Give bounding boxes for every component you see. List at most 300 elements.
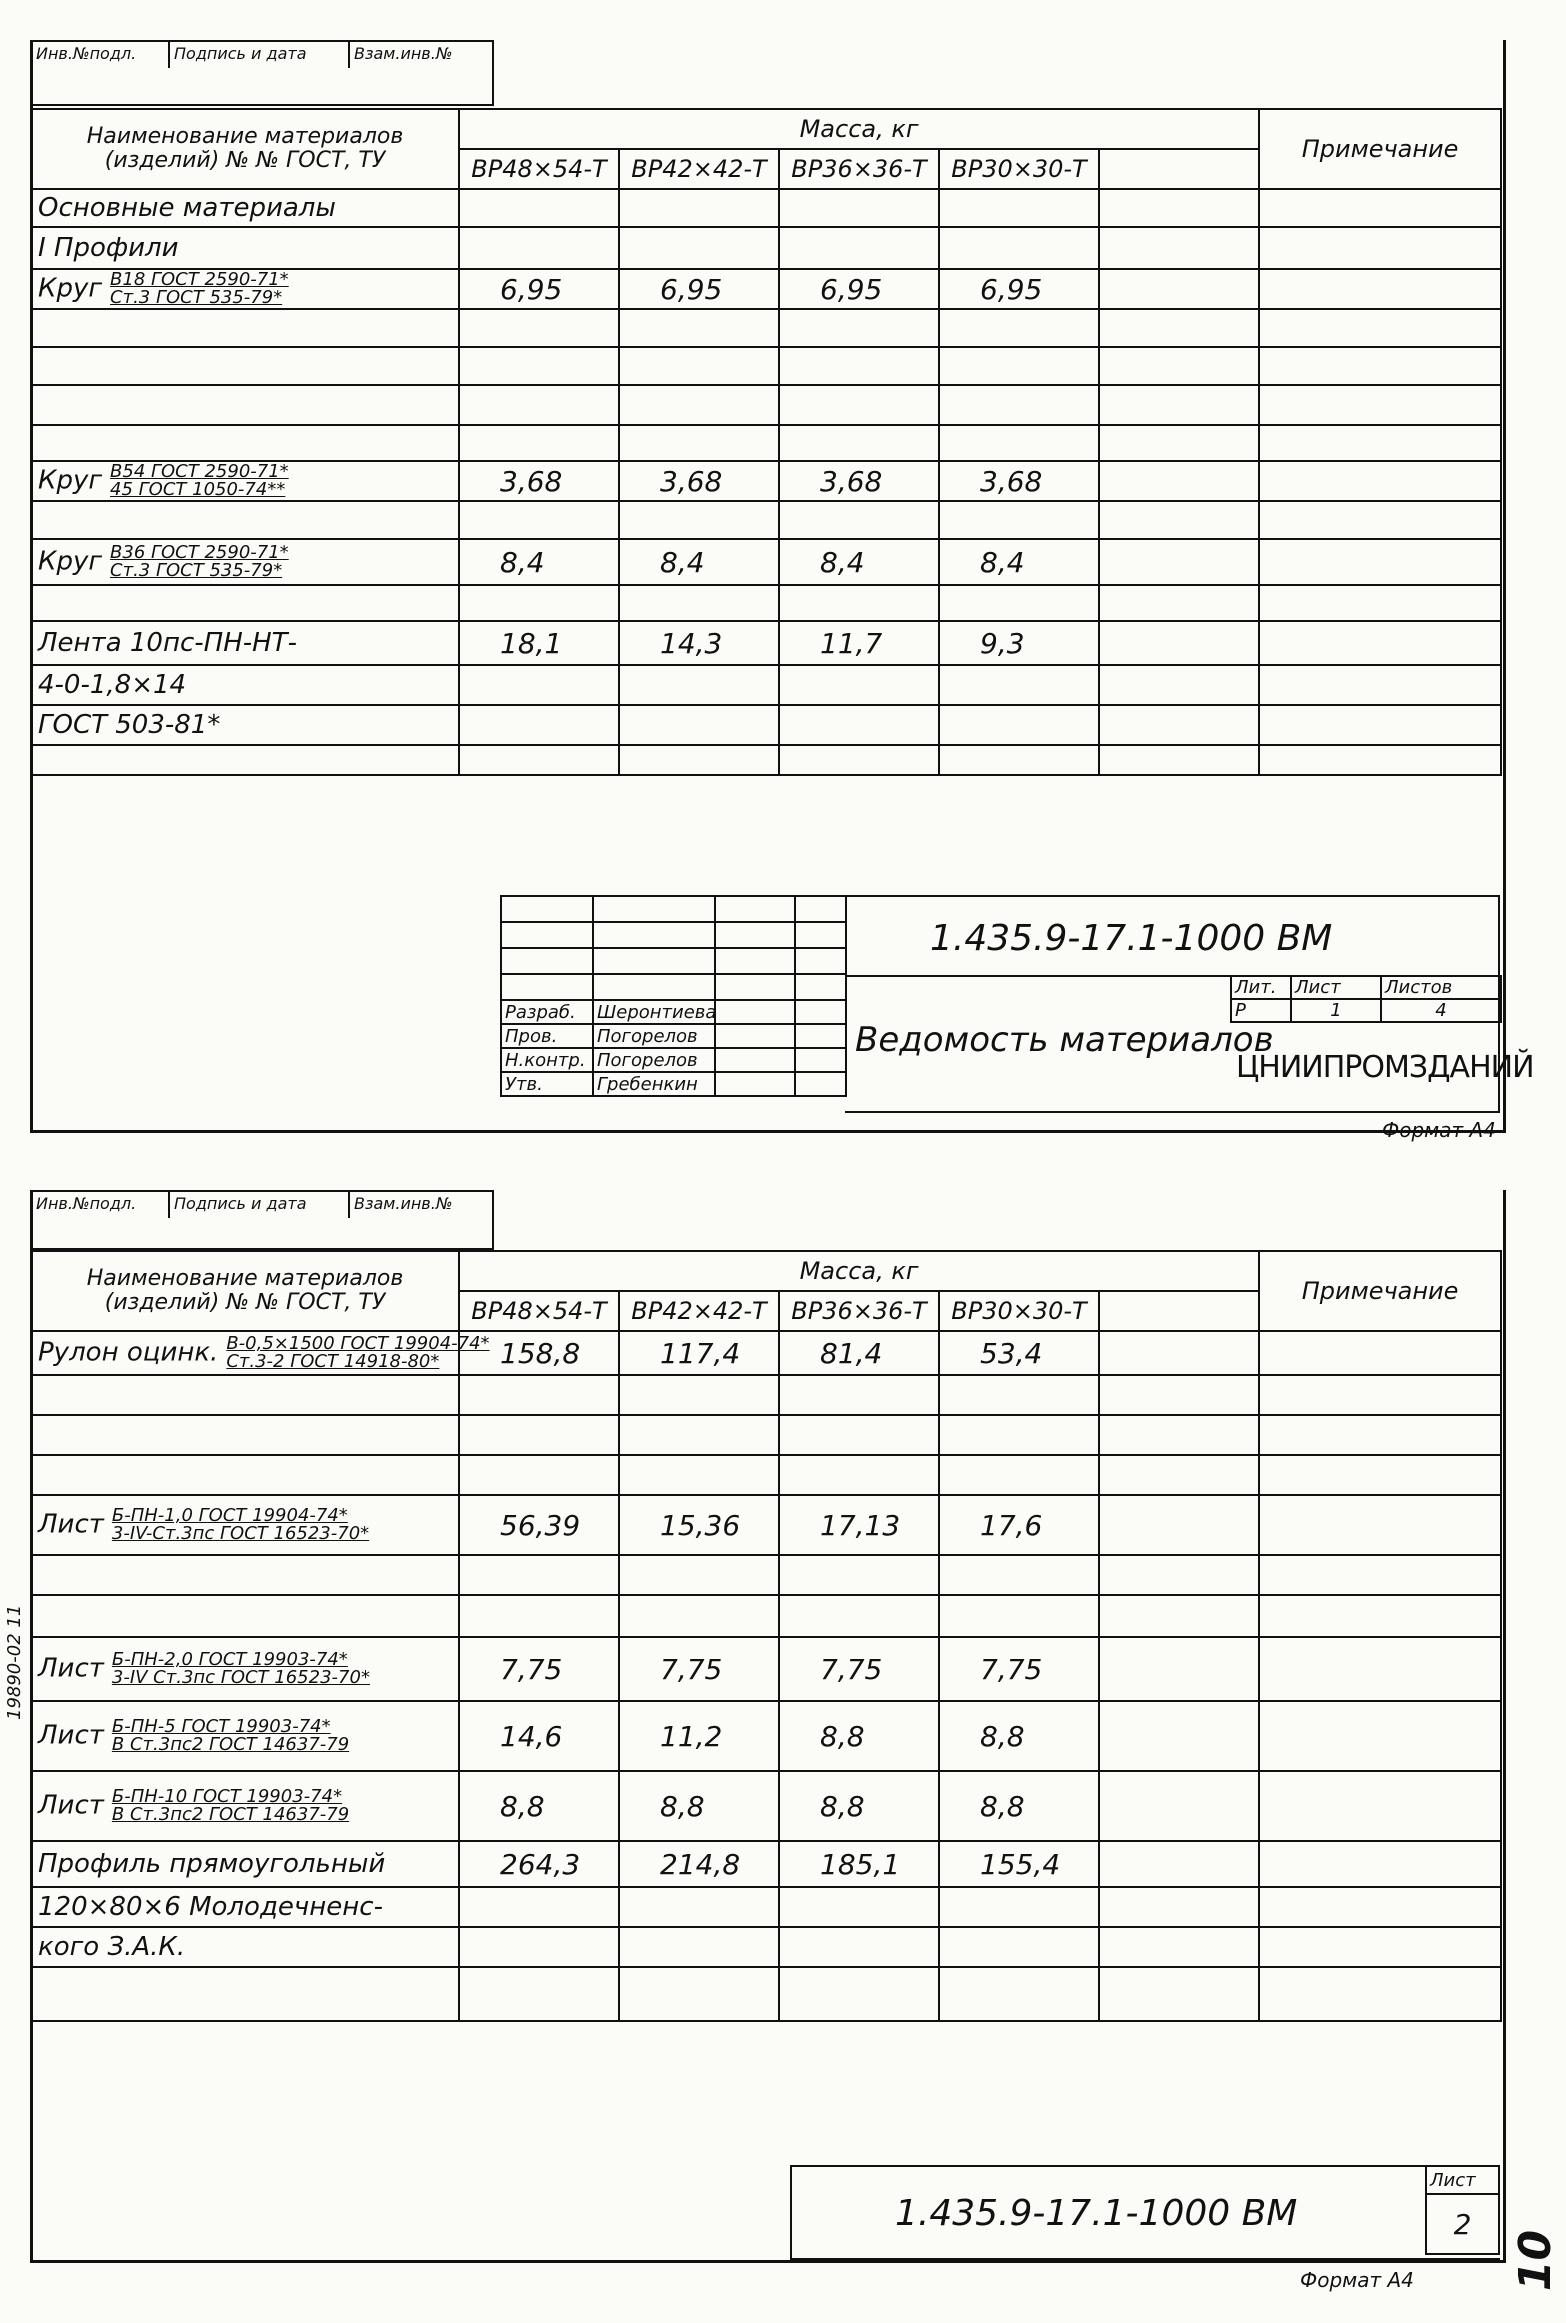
material-name bbox=[31, 1927, 459, 1967]
mass-value bbox=[939, 501, 1099, 539]
header-col: ВР48×54-Т bbox=[459, 1291, 619, 1331]
mass-value: 8,8 bbox=[939, 1701, 1099, 1771]
material-label: ГОСТ 503-81* bbox=[38, 710, 221, 740]
sheet-number: 2 bbox=[1426, 2194, 1499, 2254]
note-cell bbox=[1259, 1841, 1501, 1887]
table-row bbox=[31, 539, 1501, 585]
table-row bbox=[31, 1375, 1501, 1415]
mass-value bbox=[619, 1455, 779, 1495]
material-name bbox=[31, 1701, 459, 1771]
signature bbox=[715, 1072, 795, 1096]
mass-value bbox=[619, 665, 779, 705]
empty-cell bbox=[1099, 1701, 1259, 1771]
header-note: Примечание bbox=[1259, 1251, 1501, 1331]
table-row bbox=[31, 1927, 1501, 1967]
stamp-inv-label: Инв.№подл. bbox=[32, 42, 170, 68]
note-cell bbox=[1259, 665, 1501, 705]
mass-value: 8,4 bbox=[779, 539, 939, 585]
mass-value: 7,75 bbox=[779, 1637, 939, 1701]
table-row bbox=[31, 385, 1501, 425]
mass-value bbox=[779, 385, 939, 425]
table-row bbox=[31, 1967, 1501, 2021]
mass-value bbox=[939, 1375, 1099, 1415]
material-name bbox=[31, 1637, 459, 1701]
material-name bbox=[31, 585, 459, 621]
mass-value bbox=[619, 501, 779, 539]
mass-value bbox=[939, 309, 1099, 347]
mass-value bbox=[779, 1967, 939, 2021]
mass-value: 7,75 bbox=[459, 1637, 619, 1701]
material-spec: В-0,5×1500 ГОСТ 19904-74* bbox=[226, 1333, 490, 1354]
table-row bbox=[31, 461, 1501, 501]
table-row bbox=[31, 501, 1501, 539]
mass-value bbox=[939, 665, 1099, 705]
mass-value: 8,4 bbox=[939, 539, 1099, 585]
note-cell bbox=[1259, 1415, 1501, 1455]
mass-value bbox=[619, 1927, 779, 1967]
document-code-1: 1.435.9-17.1-1000 ВМ bbox=[930, 918, 1333, 959]
title-block-signatures bbox=[500, 895, 847, 1097]
stamp-replace-label: Взам.инв.№ bbox=[354, 1194, 453, 1213]
sheet-number: 1 bbox=[1291, 999, 1381, 1022]
table-row bbox=[31, 1841, 1501, 1887]
empty-cell bbox=[1099, 1841, 1259, 1887]
note-cell bbox=[1259, 1701, 1501, 1771]
header-col-empty bbox=[1099, 1291, 1259, 1331]
table-row bbox=[31, 1771, 1501, 1841]
mass-value bbox=[619, 1595, 779, 1637]
material-label: Круг bbox=[38, 273, 103, 304]
mass-value bbox=[939, 705, 1099, 745]
note-cell bbox=[1259, 1555, 1501, 1595]
header-name: Наименование материалов (изделий) № № ГОСТ, ТУ bbox=[31, 1251, 459, 1331]
table-row bbox=[31, 1701, 1501, 1771]
mass-value: 11,2 bbox=[619, 1701, 779, 1771]
table-row bbox=[31, 1455, 1501, 1495]
mass-value: 11,7 bbox=[779, 621, 939, 665]
material-name bbox=[31, 1967, 459, 2021]
mass-value bbox=[779, 347, 939, 385]
mass-value bbox=[459, 1555, 619, 1595]
mass-value bbox=[619, 189, 779, 227]
material-spec: 3-IV Ст.3пс ГОСТ 16523-70* bbox=[111, 1667, 370, 1688]
header-name: Наименование материалов (изделий) № № ГОСТ, ТУ bbox=[31, 109, 459, 189]
mass-value: 3,68 bbox=[939, 461, 1099, 501]
mass-value bbox=[779, 309, 939, 347]
mass-value: 8,8 bbox=[779, 1771, 939, 1841]
mass-value bbox=[619, 1415, 779, 1455]
mass-value bbox=[779, 227, 939, 269]
empty-cell bbox=[1099, 1637, 1259, 1701]
mass-value bbox=[459, 1887, 619, 1927]
material-name bbox=[31, 425, 459, 461]
material-name bbox=[31, 621, 459, 665]
material-label: Круг bbox=[38, 465, 103, 496]
materials-table-2 bbox=[30, 1250, 1502, 2022]
table-row bbox=[31, 1495, 1501, 1555]
material-label: Профиль прямоугольный bbox=[38, 1849, 386, 1879]
note-cell bbox=[1259, 1375, 1501, 1415]
mass-value: 8,4 bbox=[459, 539, 619, 585]
mass-value bbox=[939, 1927, 1099, 1967]
note-cell bbox=[1259, 1967, 1501, 2021]
mass-value bbox=[459, 1375, 619, 1415]
note-cell bbox=[1259, 705, 1501, 745]
header-mass: Масса, кг bbox=[459, 109, 1259, 149]
mass-value bbox=[619, 1375, 779, 1415]
material-spec: В Ст.3пс2 ГОСТ 14637-79 bbox=[111, 1804, 350, 1825]
page-mark: 10 bbox=[1510, 2229, 1562, 2292]
role-label: Утв. bbox=[501, 1072, 593, 1096]
mass-value: 6,95 bbox=[459, 269, 619, 309]
material-name bbox=[31, 1415, 459, 1455]
document-code-2: 1.435.9-17.1-1000 ВМ bbox=[895, 2193, 1298, 2234]
mass-value bbox=[619, 705, 779, 745]
mass-value bbox=[939, 347, 1099, 385]
mass-value bbox=[779, 665, 939, 705]
header-mass: Масса, кг bbox=[459, 1251, 1259, 1291]
mass-value: 81,4 bbox=[779, 1331, 939, 1375]
empty-cell bbox=[1099, 309, 1259, 347]
empty-cell bbox=[1099, 665, 1259, 705]
table-row bbox=[31, 1555, 1501, 1595]
material-label: 4-0-1,8×14 bbox=[38, 670, 187, 700]
material-spec: В54 ГОСТ 2590-71* bbox=[110, 461, 289, 482]
mass-value: 264,3 bbox=[459, 1841, 619, 1887]
note-cell bbox=[1259, 189, 1501, 227]
table-row bbox=[31, 189, 1501, 227]
table-row bbox=[31, 1887, 1501, 1927]
material-name bbox=[31, 385, 459, 425]
stamp-sign-label: Подпись и дата bbox=[170, 1192, 350, 1218]
mass-value bbox=[779, 501, 939, 539]
note-cell bbox=[1259, 425, 1501, 461]
material-label: Основные материалы bbox=[38, 193, 336, 223]
material-name bbox=[31, 745, 459, 775]
empty-cell bbox=[1099, 1771, 1259, 1841]
header-col: ВР42×42-Т bbox=[619, 1291, 779, 1331]
lit-label: Лит. bbox=[1231, 976, 1291, 999]
empty-cell bbox=[1099, 539, 1259, 585]
table-row bbox=[31, 227, 1501, 269]
material-spec: В18 ГОСТ 2590-71* bbox=[110, 269, 289, 290]
mass-value: 3,68 bbox=[459, 461, 619, 501]
approval-stamp-1 bbox=[30, 40, 494, 106]
header-col: ВР48×54-Т bbox=[459, 149, 619, 189]
materials-table-1 bbox=[30, 108, 1502, 776]
mass-value bbox=[459, 1927, 619, 1967]
mass-value: 185,1 bbox=[779, 1841, 939, 1887]
organization-name: ЦНИИПРОМЗДАНИЙ bbox=[1236, 1050, 1534, 1085]
mass-value bbox=[939, 1967, 1099, 2021]
role-person: Шеронтиева bbox=[593, 1000, 715, 1024]
mass-value bbox=[779, 425, 939, 461]
empty-cell bbox=[1099, 1331, 1259, 1375]
material-name bbox=[31, 1375, 459, 1415]
mass-value: 8,8 bbox=[939, 1771, 1099, 1841]
material-name bbox=[31, 347, 459, 385]
mass-value: 14,6 bbox=[459, 1701, 619, 1771]
table-row bbox=[31, 425, 1501, 461]
mass-value bbox=[459, 705, 619, 745]
empty-cell bbox=[1099, 1927, 1259, 1967]
approval-stamp-2 bbox=[30, 1190, 494, 1250]
mass-value bbox=[939, 227, 1099, 269]
table-row bbox=[31, 745, 1501, 775]
mass-value bbox=[459, 745, 619, 775]
mass-value bbox=[459, 1967, 619, 2021]
material-name bbox=[31, 1331, 490, 1375]
mass-value bbox=[939, 1415, 1099, 1455]
mass-value bbox=[939, 189, 1099, 227]
empty-cell bbox=[1099, 585, 1259, 621]
material-spec: В Ст.3пс2 ГОСТ 14637-79 bbox=[111, 1734, 350, 1755]
mass-value: 117,4 bbox=[619, 1331, 779, 1375]
table-row bbox=[31, 347, 1501, 385]
material-name bbox=[31, 1595, 459, 1637]
note-cell bbox=[1259, 1595, 1501, 1637]
note-cell bbox=[1259, 585, 1501, 621]
material-label: I Профили bbox=[38, 233, 179, 263]
table-row bbox=[31, 309, 1501, 347]
material-name bbox=[31, 1887, 459, 1927]
mass-value bbox=[619, 585, 779, 621]
mass-value: 18,1 bbox=[459, 621, 619, 665]
material-name bbox=[31, 1771, 459, 1841]
material-name bbox=[31, 227, 459, 269]
side-archive-number: 19890-02 11 bbox=[4, 1604, 25, 1720]
format-label-1: Формат А4 bbox=[1382, 1118, 1496, 1142]
mass-value bbox=[939, 745, 1099, 775]
material-spec: Б-ПН-1,0 ГОСТ 19904-74* bbox=[111, 1505, 348, 1526]
mass-value bbox=[619, 745, 779, 775]
empty-cell bbox=[1099, 1495, 1259, 1555]
table-row bbox=[31, 705, 1501, 745]
mass-value: 8,8 bbox=[619, 1771, 779, 1841]
material-label: кого З.А.К. bbox=[38, 1932, 186, 1962]
material-name bbox=[31, 1495, 459, 1555]
material-label: Лист bbox=[38, 1509, 104, 1540]
mass-value bbox=[459, 227, 619, 269]
mass-value: 155,4 bbox=[939, 1841, 1099, 1887]
mass-value bbox=[779, 1375, 939, 1415]
role-person: Погорелов bbox=[593, 1024, 715, 1048]
header-note: Примечание bbox=[1259, 109, 1501, 189]
material-spec: Ст.3 ГОСТ 535-79* bbox=[110, 560, 283, 581]
document-title: Ведомость материалов bbox=[855, 1020, 1274, 1060]
stamp-sign-label: Подпись и дата bbox=[170, 42, 350, 68]
sheet-info bbox=[1230, 975, 1502, 1023]
table-row bbox=[31, 1415, 1501, 1455]
note-cell bbox=[1259, 621, 1501, 665]
mass-value: 7,75 bbox=[619, 1637, 779, 1701]
material-label: Лист bbox=[38, 1790, 104, 1821]
table-row bbox=[31, 1331, 1501, 1375]
mass-value: 6,95 bbox=[939, 269, 1099, 309]
mass-value bbox=[459, 189, 619, 227]
mass-value bbox=[779, 705, 939, 745]
note-cell bbox=[1259, 309, 1501, 347]
mass-value bbox=[939, 1887, 1099, 1927]
header-col: ВР30×30-Т bbox=[939, 1291, 1099, 1331]
material-spec: В36 ГОСТ 2590-71* bbox=[110, 542, 289, 563]
mass-value: 14,3 bbox=[619, 621, 779, 665]
mass-value bbox=[939, 425, 1099, 461]
mass-value bbox=[619, 227, 779, 269]
note-cell bbox=[1259, 1331, 1501, 1375]
material-spec: Ст.3 ГОСТ 535-79* bbox=[110, 287, 283, 308]
empty-cell bbox=[1099, 1415, 1259, 1455]
role-person: Гребенкин bbox=[593, 1072, 715, 1096]
empty-cell bbox=[1099, 1595, 1259, 1637]
material-label: Рулон оцинк. bbox=[38, 1337, 219, 1368]
empty-cell bbox=[1099, 705, 1259, 745]
material-name bbox=[31, 1555, 459, 1595]
note-cell bbox=[1259, 539, 1501, 585]
mass-value bbox=[779, 745, 939, 775]
role-label: Пров. bbox=[501, 1024, 593, 1048]
mass-value bbox=[779, 1415, 939, 1455]
mass-value bbox=[939, 585, 1099, 621]
empty-cell bbox=[1099, 347, 1259, 385]
empty-cell bbox=[1099, 269, 1259, 309]
empty-cell bbox=[1099, 227, 1259, 269]
mass-value: 17,6 bbox=[939, 1495, 1099, 1555]
material-name bbox=[31, 705, 459, 745]
role-label: Н.контр. bbox=[501, 1048, 593, 1072]
mass-value bbox=[459, 1595, 619, 1637]
mass-value bbox=[619, 1967, 779, 2021]
empty-cell bbox=[1099, 621, 1259, 665]
note-cell bbox=[1259, 1771, 1501, 1841]
note-cell bbox=[1259, 501, 1501, 539]
mass-value bbox=[939, 1555, 1099, 1595]
material-spec: Б-ПН-2,0 ГОСТ 19903-74* bbox=[111, 1649, 348, 1670]
material-label: 120×80×6 Молодечненс- bbox=[38, 1892, 383, 1922]
sheet-label: Лист bbox=[1291, 976, 1381, 999]
signature bbox=[715, 1000, 795, 1024]
mass-value bbox=[779, 1595, 939, 1637]
mass-value: 3,68 bbox=[619, 461, 779, 501]
mass-value bbox=[619, 1555, 779, 1595]
mass-value bbox=[939, 1595, 1099, 1637]
mass-value bbox=[459, 309, 619, 347]
material-label: Круг bbox=[38, 546, 103, 577]
note-cell bbox=[1259, 1455, 1501, 1495]
mass-value bbox=[459, 347, 619, 385]
mass-value: 17,13 bbox=[779, 1495, 939, 1555]
table-row bbox=[31, 585, 1501, 621]
table-row bbox=[31, 1637, 1501, 1701]
table-row bbox=[31, 1595, 1501, 1637]
header-col-empty bbox=[1099, 149, 1259, 189]
format-label-2: Формат А4 bbox=[1300, 2268, 1414, 2292]
note-cell bbox=[1259, 461, 1501, 501]
mass-value: 214,8 bbox=[619, 1841, 779, 1887]
signature bbox=[715, 1048, 795, 1072]
empty-cell bbox=[1099, 425, 1259, 461]
mass-value bbox=[779, 1555, 939, 1595]
table-row bbox=[31, 665, 1501, 705]
mass-value: 8,8 bbox=[459, 1771, 619, 1841]
mass-value bbox=[459, 425, 619, 461]
material-label: Лист bbox=[38, 1720, 104, 1751]
mass-value: 9,3 bbox=[939, 621, 1099, 665]
empty-cell bbox=[1099, 461, 1259, 501]
note-cell bbox=[1259, 269, 1501, 309]
empty-cell bbox=[1099, 385, 1259, 425]
material-name bbox=[31, 1841, 459, 1887]
table-row bbox=[31, 621, 1501, 665]
mass-value bbox=[459, 585, 619, 621]
mass-value bbox=[779, 189, 939, 227]
mass-value bbox=[619, 385, 779, 425]
note-cell bbox=[1259, 1495, 1501, 1555]
mass-value bbox=[619, 425, 779, 461]
empty-cell bbox=[1099, 501, 1259, 539]
mass-value bbox=[459, 385, 619, 425]
sheet-label: Лист bbox=[1426, 2166, 1499, 2194]
mass-value bbox=[459, 1415, 619, 1455]
mass-value: 158,8 bbox=[459, 1331, 619, 1375]
table-row bbox=[31, 269, 1501, 309]
sheets-label: Листов bbox=[1381, 976, 1501, 999]
material-name bbox=[31, 461, 459, 501]
note-cell bbox=[1259, 385, 1501, 425]
mass-value: 15,36 bbox=[619, 1495, 779, 1555]
note-cell bbox=[1259, 745, 1501, 775]
stamp-inv-label: Инв.№подл. bbox=[32, 1192, 170, 1218]
mass-value: 8,8 bbox=[779, 1701, 939, 1771]
material-name bbox=[31, 269, 459, 309]
material-name bbox=[31, 1455, 459, 1495]
mass-value: 7,75 bbox=[939, 1637, 1099, 1701]
empty-cell bbox=[1099, 1375, 1259, 1415]
note-cell bbox=[1259, 227, 1501, 269]
mass-value bbox=[619, 309, 779, 347]
note-cell bbox=[1259, 1887, 1501, 1927]
mass-value: 8,4 bbox=[619, 539, 779, 585]
material-spec: Ст.3-2 ГОСТ 14918-80* bbox=[226, 1351, 440, 1372]
note-cell bbox=[1259, 347, 1501, 385]
mass-value bbox=[779, 1927, 939, 1967]
material-spec: Б-ПН-5 ГОСТ 19903-74* bbox=[111, 1716, 331, 1737]
note-cell bbox=[1259, 1927, 1501, 1967]
mass-value bbox=[939, 1455, 1099, 1495]
mass-value bbox=[779, 585, 939, 621]
material-name bbox=[31, 501, 459, 539]
material-spec: 3-IV-Ст.3пс ГОСТ 16523-70* bbox=[111, 1523, 370, 1544]
material-label: Лист bbox=[38, 1653, 104, 1684]
material-label: Лента 10пс-ПН-НТ- bbox=[38, 628, 297, 658]
mass-value: 6,95 bbox=[619, 269, 779, 309]
sheet-number-box bbox=[1425, 2165, 1500, 2255]
header-col: ВР36×36-Т bbox=[779, 1291, 939, 1331]
mass-value bbox=[619, 1887, 779, 1927]
mass-value: 56,39 bbox=[459, 1495, 619, 1555]
material-name bbox=[31, 539, 459, 585]
material-spec: Б-ПН-10 ГОСТ 19903-74* bbox=[111, 1786, 343, 1807]
empty-cell bbox=[1099, 189, 1259, 227]
empty-cell bbox=[1099, 1555, 1259, 1595]
header-col: ВР30×30-Т bbox=[939, 149, 1099, 189]
lit-value: Р bbox=[1231, 999, 1291, 1022]
signature bbox=[715, 1024, 795, 1048]
header-col: ВР42×42-Т bbox=[619, 149, 779, 189]
material-name bbox=[31, 665, 459, 705]
empty-cell bbox=[1099, 745, 1259, 775]
empty-cell bbox=[1099, 1967, 1259, 2021]
